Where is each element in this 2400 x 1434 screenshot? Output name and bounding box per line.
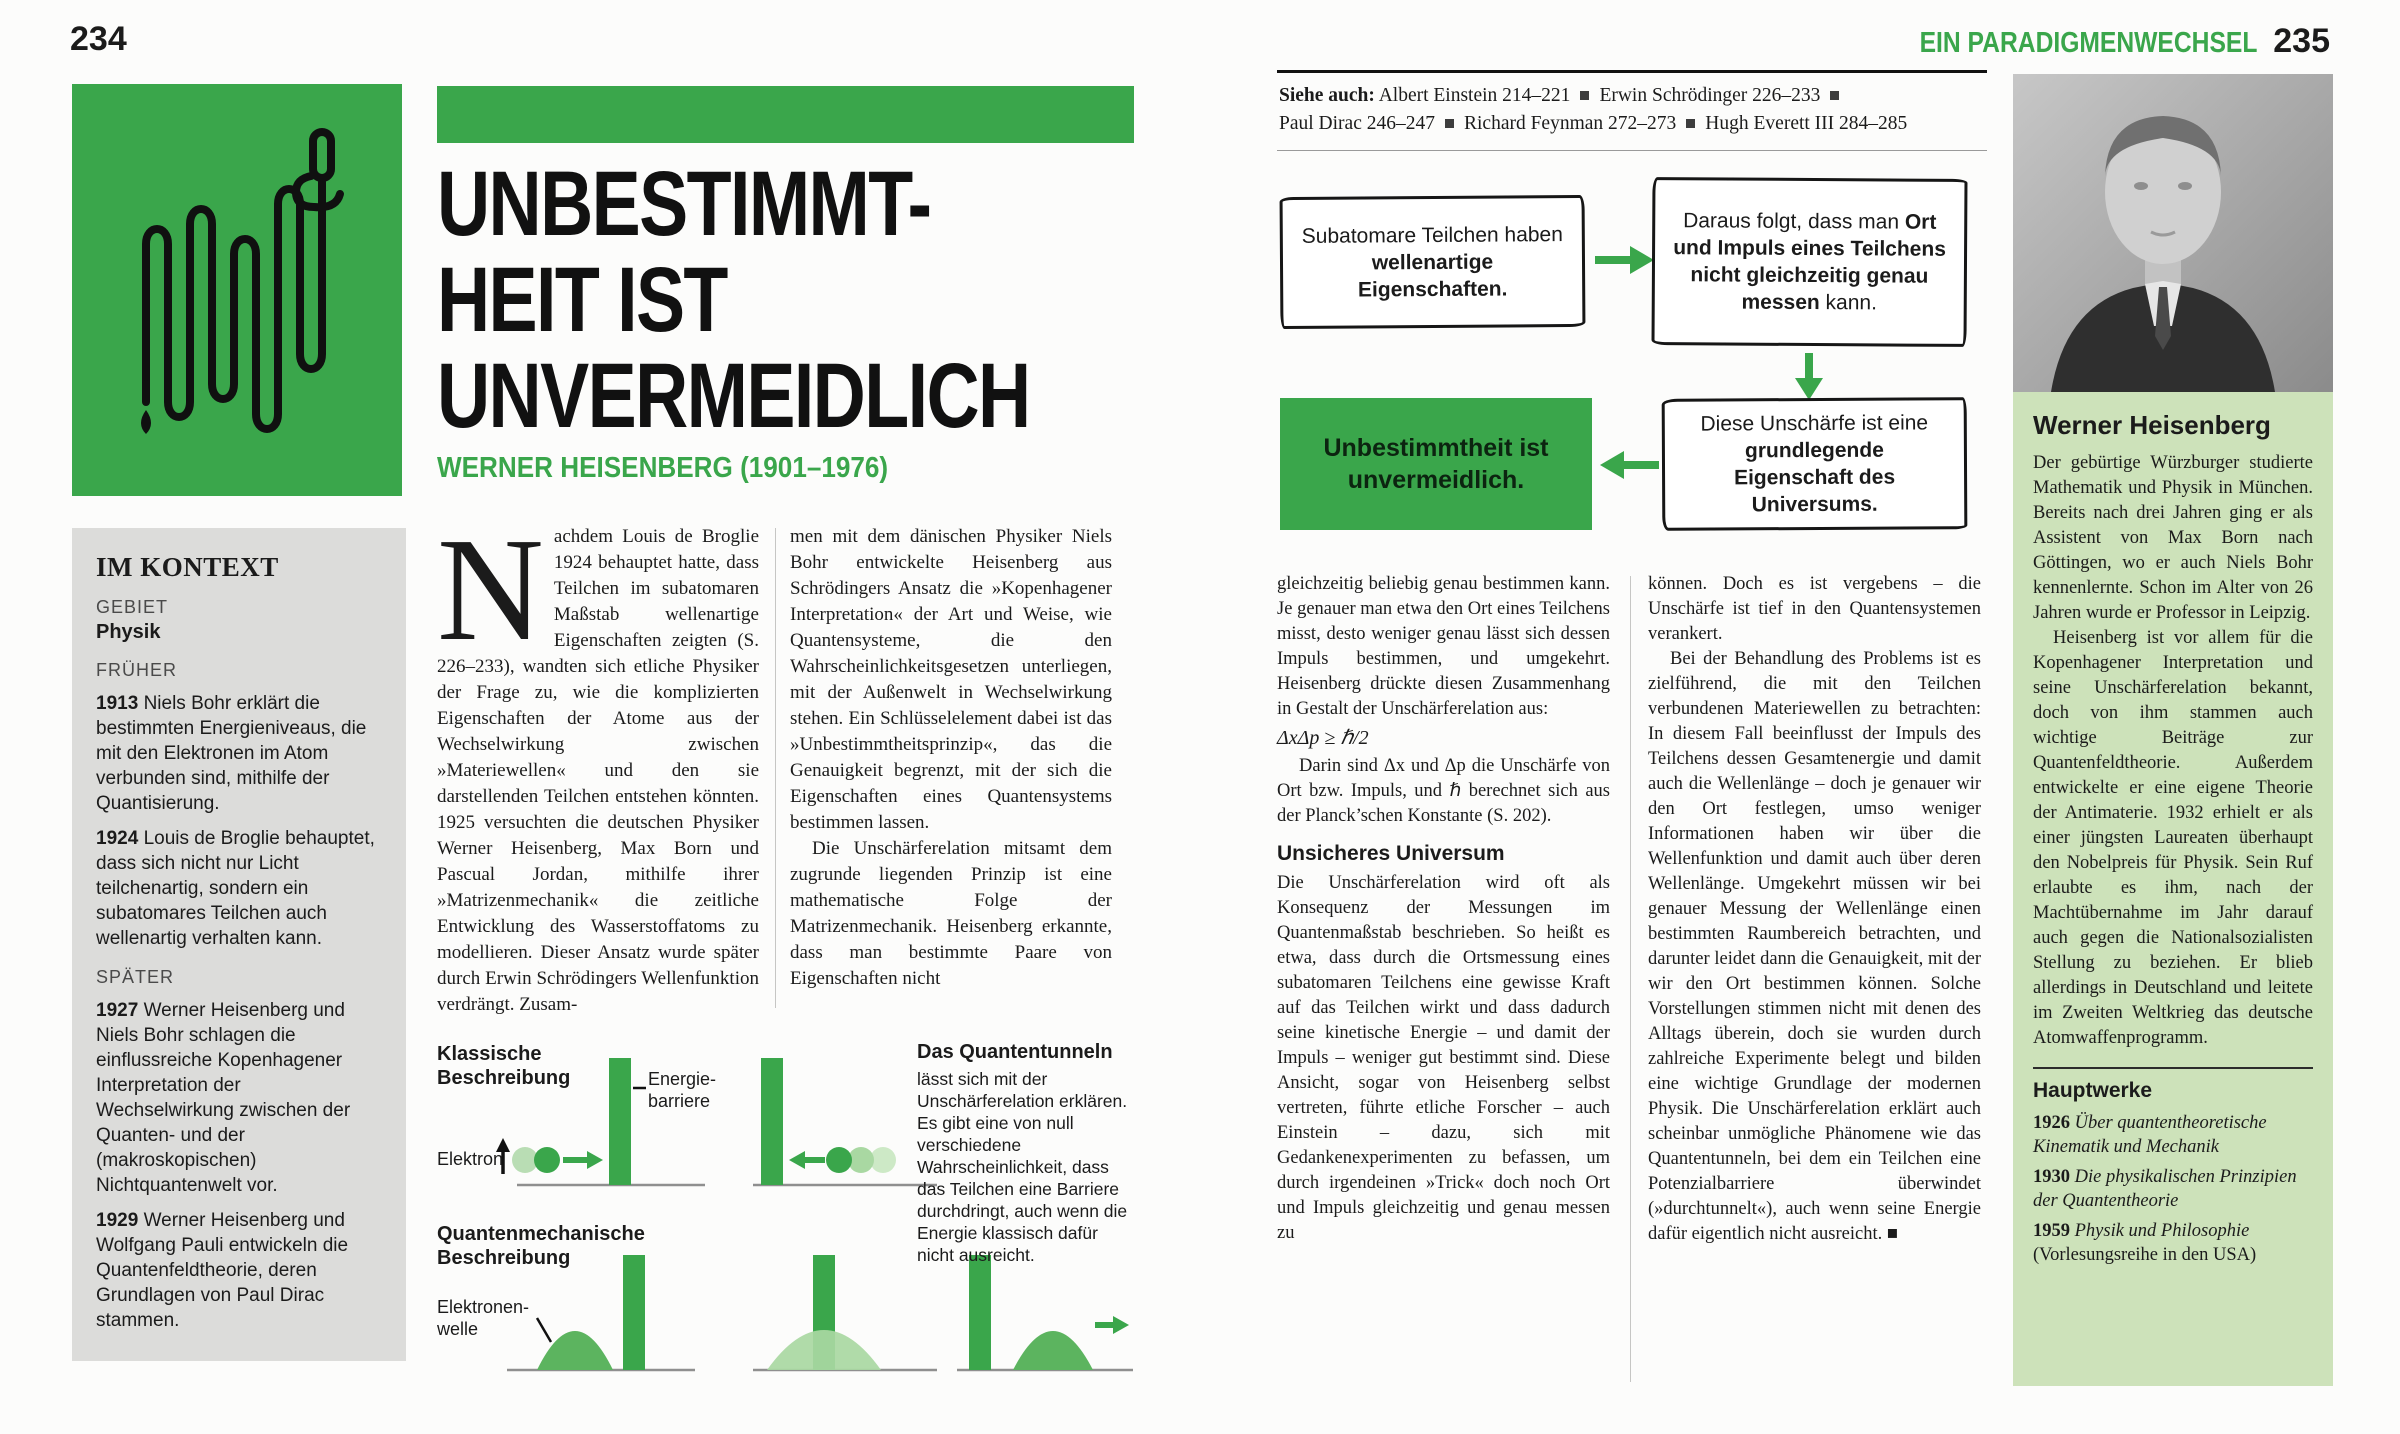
body-column-2: [790, 524, 1112, 992]
body-paragraph: können. Doch es ist vergebens – die Unschärfe ist tief in den Quantensystemen verankert.: [1648, 574, 1981, 644]
see-also-label: Siehe auch:: [1279, 85, 1375, 106]
chapter-header: [1860, 22, 2330, 61]
werner-heisenberg-portrait: [2013, 74, 2333, 392]
arrow-left-icon: [1598, 448, 1662, 482]
ref-separator-icon: [1830, 91, 1839, 100]
see-also-ref: Richard Feynman 272–273: [1464, 113, 1705, 134]
tunnel-caption: lässt sich mit der Unschärferelation erklären. Es gibt eine von null verschiedene Wahrscheinlichkeit, dass das Teilchen eine Barriere durchdringt, auch wenn die Energie klassisch dafür nicht ausreicht.: [917, 1069, 1128, 1265]
see-also-ref: Erwin Schrödinger 226–233: [1599, 85, 1849, 106]
page-number-right: 235: [2273, 22, 2330, 60]
body-column-3: [1277, 572, 1610, 1246]
title-line-3: UNVERMEIDLICH: [437, 345, 1030, 447]
entry-text: Niels Bohr erklärt die bestimmten Energieniveaus, die mit den Elektronen im Atom verbunden sind, mithilfe der Quantisierung.: [96, 693, 367, 814]
see-also-ref: Paul Dirac 246–247: [1279, 113, 1464, 134]
body-paragraph: gleichzeitig beliebig genau bestimmen kann. Je genauer man etwa den Ort eines Teilchens misst, desto weniger genau lässt sich dessen Impuls bestimmen, und umgekehrt. Heisenberg drückte diesen Zusammenhang in Gestalt der Unschärferelation aus:: [1277, 574, 1610, 719]
body-column-4: [1648, 572, 1981, 1247]
arrow-down-icon: [1792, 350, 1826, 402]
works-heading: Hauptwerke: [2033, 1067, 2313, 1103]
context-later-label: SPÄTER: [96, 967, 175, 987]
entry-year: 1913: [96, 693, 139, 714]
context-entry: [96, 691, 382, 816]
title-line-1: UNBESTIMMT-: [437, 153, 931, 255]
paragraph-text: achdem Louis de Broglie 1924 behauptet hatte, dass Teilchen im subatomaren Maßstab wellenartige Eigenschaften zeigten (S. 226–233), wandten sich etliche Physiker der Frage zu, wie die komplizierten Eigenschaften der Atome aus der Wechselwirkung zwischen »Materiewellen« und den sie darstellenden Teilchen entstehen könnten. 1925 versuchten die deutschen Physiker Werner Heisenberg, Max Born und Pascual Jordan, mithilfe ihrer »Matrizenmechanik« die zeitliche Entwicklung des Wasserstoffatoms zu modellieren. Dieser Ansatz wurde später durch Erwin Schrödingers Wellenfunktion verdrängt. Zusam-: [437, 526, 759, 1015]
electron-label: Elektron: [437, 1149, 504, 1169]
body-paragraph: Darin sind Δx und Δp die Unschärfe von Ort bzw. Impuls, und ℏ berechnet sich aus der Planck’schen Konstante (S. 202).: [1277, 756, 1610, 826]
column-rule: [775, 528, 776, 1008]
column-rule: [1630, 576, 1631, 1382]
context-entry: [96, 826, 382, 951]
bio-paragraph: Heisenberg ist vor allem für die Kopenhagener Interpretation und seine Unschärferelation bekannt, doch von ihm stammen auch wichtige Beiträge zur Quantenfeldtheorie. Außerdem entwickelte er eine eigene Theorie der Antimaterie. 1932 erhielt er als einer jüngsten Laureaten überhaupt den Nobelpreis für Physik. Sein Ruf erlaubte es ihm, nach der Machtübernahme im Jahr darauf auch gegen die Nationalsozialisten Stellung zu beziehen. Er blieb allerdings in Deutschland und leitete im Zweiten Weltkrieg das deutsche Atomwaffenprogramm.: [2033, 628, 2313, 1048]
ref-separator-icon: [1445, 119, 1454, 128]
wave-label: Elektronen-welle: [437, 1297, 530, 1339]
see-also-box: [1277, 70, 1987, 151]
work-item: 1930 Die physikalischen Prinzipien der Quantentheorie: [2033, 1167, 2297, 1211]
context-earlier-label: FRÜHER: [96, 660, 177, 680]
flow-box-fundamental-property: Diese Unschärfe ist eine grundlegende Eigenschaft des Universums.: [1662, 397, 1968, 531]
article-subtitle: WERNER HEISENBERG (1901–1976): [437, 452, 889, 484]
context-heading: IM KONTEXT: [96, 552, 279, 582]
drop-cap: N: [437, 508, 544, 672]
biography-text: [2033, 451, 2313, 1051]
ref-separator-icon: [1580, 91, 1589, 100]
see-also-ref: Albert Einstein 214–221: [1379, 85, 1600, 106]
ref-separator-icon: [1686, 119, 1695, 128]
classical-heading: Klassische Beschreibung: [437, 1043, 571, 1089]
context-sidebar: [72, 528, 406, 1361]
body-paragraph: Die Unschärferelation wird oft als Konsequenz der Messungen im Quantenmaßstab beschrieben. So heißt es etwa, dass durch die Ortsmessung eines subatomaren Teilchens eine gewisse Kraft auf das Teilchen wirkt und dass dadurch seine kinetische Energie – und damit der Impuls – weniger gut bestimmt sind. Diese Ansicht, sogar von Heisenberg selbst vertreten, führte etliche Forscher – auch Einstein – dazu, sich mit Gedankenexperimenten zu befassen, um durch irgendeinen »Trick« doch noch Ort und Impuls gleichzeitig und genau messen zu: [1277, 873, 1610, 1243]
context-entry: [96, 998, 382, 1198]
work-item: 1926 Über quantentheoretische Kinematik und Mechanik: [2033, 1113, 2267, 1157]
page-number-left: 234: [70, 20, 127, 58]
chapter-title: EIN PARADIGMENWECHSEL: [1919, 27, 2258, 59]
arrow-right-icon: [1592, 243, 1656, 277]
work-item: 1959 Physik und Philosophie (Vorlesungsreihe in den USA): [2033, 1221, 2257, 1265]
title-line-2: HEIT IST: [437, 249, 727, 351]
body-paragraph: [437, 508, 759, 1018]
flow-box-wave-properties: Subatomare Teilchen haben wellenartige Eigenschaften.: [1280, 195, 1586, 329]
body-paragraph: Bei der Behandlung des Problems ist es zielführend, die mit den Teilchen verbundenen Materiewellen zu betrachten: In diesem Fall beeinflusst der Impuls des Teilchens dessen Gesamtenergie und damit auch die Wellenlänge – doch je genauer wir den Ort festlegen, umso weniger Informationen haben wir über die Wellenfunktion und damit auch über deren Wellenlänge. Umgekehrt müssen wir bei genauer Messung der Wellenlänge einen bestimmten Raumbereich betrachten, und darunter leidet dann die Genauigkeit, mit der wir den Ort bestimmen können. Solche Vorstellungen stimmen nicht mit denen des Alltags überein, doch sie wurden durch zahlreiche Experimente belegt und bilden eine wichtige Grundlage der modernen Physik. Die Unschärferelation erklärt auch scheinbar unmögliche Phänomene wie das Quantentunneln, bei dem ein Teilchen eine Potenzialbarriere überwindet (»durchtunnelt«), auch wenn seine Energie dafür eigentlich nicht ausreicht. ■: [1648, 649, 1981, 1244]
chapter-illustration-box: [72, 84, 402, 496]
squiggle-line-illustration: [72, 84, 402, 496]
body-paragraph: Die Unschärferelation mitsamt dem zugrunde liegenden Prinzip ist eine mathematische Folge der Matrizenmechanik. Heisenberg erkannte, dass man bestimmte Paare von Eigenschaften nicht: [790, 838, 1112, 989]
body-column-1: [437, 508, 759, 1018]
entry-year: 1924: [96, 828, 139, 849]
bio-paragraph: Der gebürtige Würzburger studierte Mathematik und Physik in München. Bereits nach drei Jahren ging er als Assistent von Max Born nach Göttingen, wo er auch Niels Bohr kennenlernte. Schon im Alter von 26 Jahren wurde er Professor in Leipzig.: [2033, 453, 2313, 623]
context-entry: [96, 1208, 382, 1333]
context-field-label: GEBIET: [96, 597, 169, 617]
uncertainty-formula: ΔxΔp ≥ ℏ/2: [1277, 727, 1369, 749]
biography-name: Werner Heisenberg: [2033, 410, 2271, 440]
barrier-label: Energie-barriere: [648, 1069, 717, 1111]
title-green-bar: [437, 86, 1134, 143]
biography-panel: [2013, 74, 2333, 1386]
context-field-value: Physik: [96, 621, 161, 643]
see-also-ref: Hugh Everett III 284–285: [1705, 113, 1908, 134]
tunnel-heading: Das Quantentunneln: [917, 1041, 1113, 1063]
flow-box-uncertainty-statement: Daraus folgt, dass man Ort und Impuls eines Teilchens nicht gleichzeitig genau messen kann.: [1651, 177, 1967, 347]
flow-conclusion-box: Unbestimmtheit ist unvermeidlich.: [1280, 398, 1592, 530]
entry-text: Louis de Broglie behauptet, dass sich nicht nur Licht teilchenartig, sondern ein subatomares Teilchen auch wellenartig verhalten kann.: [96, 828, 375, 949]
body-paragraph: men mit dem dänischen Physiker Niels Bohr entwickelte Heisenberg aus Schrödingers Ansatz die »Kopenhagener Interpretation« der Art und Weise, wie Quantensysteme, die den Wahrscheinlichkeitsgesetzen unterliegen, mit der Außenwelt in Wechselwirkung stehen. Ein Schlüsselelement dabei ist das »Unbestimmtheitsprinzip«, das die Genauigkeit begrenzt, mit der sich die Eigenschaften eines Quantensystems bestimmen lassen.: [790, 526, 1112, 833]
entry-text: Werner Heisenberg und Wolfgang Pauli entwickeln die Quantenfeldtheorie, deren Grundlagen von Paul Dirac stammen.: [96, 1210, 349, 1331]
entry-year: 1929: [96, 1210, 139, 1231]
quantum-heading: Quantenmechanische Beschreibung: [437, 1223, 645, 1269]
entry-text: Werner Heisenberg und Niels Bohr schlagen die einflussreiche Kopenhagener Interpretation der Wechselwirkung zwischen der Quanten- und der (makroskopischen) Nichtquantenwelt vor.: [96, 1000, 351, 1196]
article-title: [437, 153, 1178, 447]
section-subhead: Unsicheres Universum: [1277, 842, 1505, 865]
entry-year: 1927: [96, 1000, 139, 1021]
